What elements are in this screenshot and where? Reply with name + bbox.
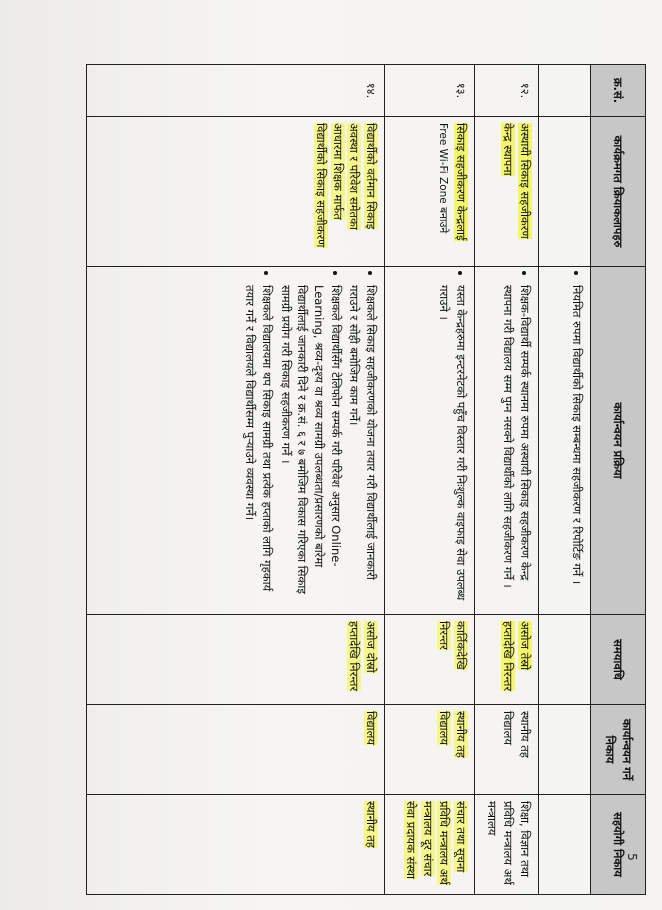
highlighted-text: स्थानीय तह: [364, 801, 378, 848]
row-activity: [539, 117, 591, 267]
process-item: • शिक्षकले विद्यालयमा थप सिकाइ सामग्री तथा प्रत्येक हप्ताको लागि गृहकार्य तयार गर्ने र विद्यालयले विद्यार्थीसम्म पुऱ्याउने व्यवस्था गर्ने।: [242, 285, 275, 608]
row-process: [385, 267, 475, 615]
row-sn: १३.: [385, 65, 475, 117]
row-activity: [87, 117, 385, 267]
row-timeline: [539, 615, 591, 705]
row-sn: १४.: [87, 65, 385, 117]
process-item: • शिक्षक-विद्यार्थी सम्पर्क स्थानमा रुपमा अस्थायी सिकाइ सहजीकरण केन्द्र स्थापना गरी विद्यालय सम्म पुग्न नसक्ने विद्यार्थीको लागि सहजीकरण गर्ने ।: [500, 285, 533, 608]
row-process: [475, 267, 539, 615]
header-agency: कार्यान्वयन गर्ने निकाय: [591, 705, 646, 795]
row-process: [539, 267, 591, 615]
row-agency: [87, 705, 385, 795]
highlighted-text: सिकाइ सहजीकरण केन्द्रलाई: [454, 123, 468, 241]
highlighted-text: विद्यार्थीको वर्तमान सिकाइ अवस्था र परिवेश समेतका आधारमा शिक्षक मार्फत विद्यार्थीको सिकाइ सहजीकरण: [313, 123, 378, 248]
row-agency: [385, 705, 475, 795]
activity-subtext: Free Wi-Fi Zone बनाउने: [437, 123, 450, 234]
process-item: • शिक्षकले सिकाइ सहजीकरणको योजना तयार गरी विद्यार्थीलाई जानकारी गराउने र सोही बमोजिम काम गर्ने।: [346, 285, 379, 608]
rotated-table-container: [86, 64, 646, 894]
row-agency: [539, 705, 591, 795]
highlighted-text: कार्तिकदेखि निरन्तर: [437, 621, 468, 670]
table-row: [385, 65, 475, 895]
highlighted-text: संचार तथा सूचना प्रविधि मन्त्रालय अर्थ मन्त्रालय दूर संचार सेवा प्रदायक संस्था: [403, 801, 468, 885]
header-timeline: समयावधि: [591, 615, 646, 705]
activity-table: [86, 64, 646, 895]
row-agency: स्थानीय तह विद्यालय: [475, 705, 539, 795]
header-sn: क्र.सं.: [591, 65, 646, 117]
row-sn: [539, 65, 591, 117]
row-timeline: [87, 615, 385, 705]
header-activity: कार्यक्रमगत क्रियाकलापहरु: [591, 117, 646, 267]
header-partner: सहयोगी निकाय: [591, 795, 646, 895]
process-item: • यस्ता केन्द्रहरुमा इन्टरनेटको पहुँच विस्तार गरी निःशुल्क वाइफाइ सेवा उपलब्ध गराउने ।: [436, 285, 469, 608]
row-partner: [385, 795, 475, 895]
highlighted-text: असोज दोस्रो हप्तादेखि निरन्तर: [347, 621, 378, 692]
row-sn: १२.: [475, 65, 539, 117]
row-partner: [87, 795, 385, 895]
row-activity: [385, 117, 475, 267]
table-row: [539, 65, 591, 895]
row-partner: [539, 795, 591, 895]
highlighted-text: अस्थायी सिकाइ सहजीकरण केन्द्र स्थापना: [501, 123, 532, 239]
table-row: [475, 65, 539, 895]
row-timeline: [385, 615, 475, 705]
process-item: • शिक्षकले विद्यार्थीसँग टेलिफोन सम्पर्क गरी परिवेश अनुसार Online-Learning, श्रव्य-दृश्य वा श्रव्य सामग्री उपलब्धता/प्रसारणको बारेमा विद्यार्थीलाई जानकारी दिने र क्र.सं. ६ र ७ बमोजिम विकास गरिएका सिकाइ सामग्री प्रयोग गरी सिकाइ सहजीकरण गर्ने ।: [277, 285, 344, 608]
rotated-table-wrapper: [86, 64, 662, 894]
row-process: [87, 267, 385, 615]
table-row: [87, 65, 385, 895]
process-item: • नियमित रुपमा विद्यार्थीको सिकाइ सम्बन्धमा सहजीकरण र रिपोर्टिङ गर्ने ।: [568, 285, 585, 608]
row-partner: शिक्षा, विज्ञान तथा प्रविधि मन्त्रालय अर्थ मन्त्रालय: [475, 795, 539, 895]
header-process: कार्यान्वयन प्रक्रिया: [591, 267, 646, 615]
table-header-row: [591, 65, 646, 895]
row-timeline: [475, 615, 539, 705]
highlighted-text: असोज तेस्रो हप्तादेखि निरन्तर: [501, 621, 532, 692]
highlighted-text: विद्यालय: [364, 711, 378, 746]
row-activity: [475, 117, 539, 267]
page-number: 5: [624, 853, 639, 861]
highlighted-text: स्थानीय तह विद्यालय: [437, 711, 468, 758]
